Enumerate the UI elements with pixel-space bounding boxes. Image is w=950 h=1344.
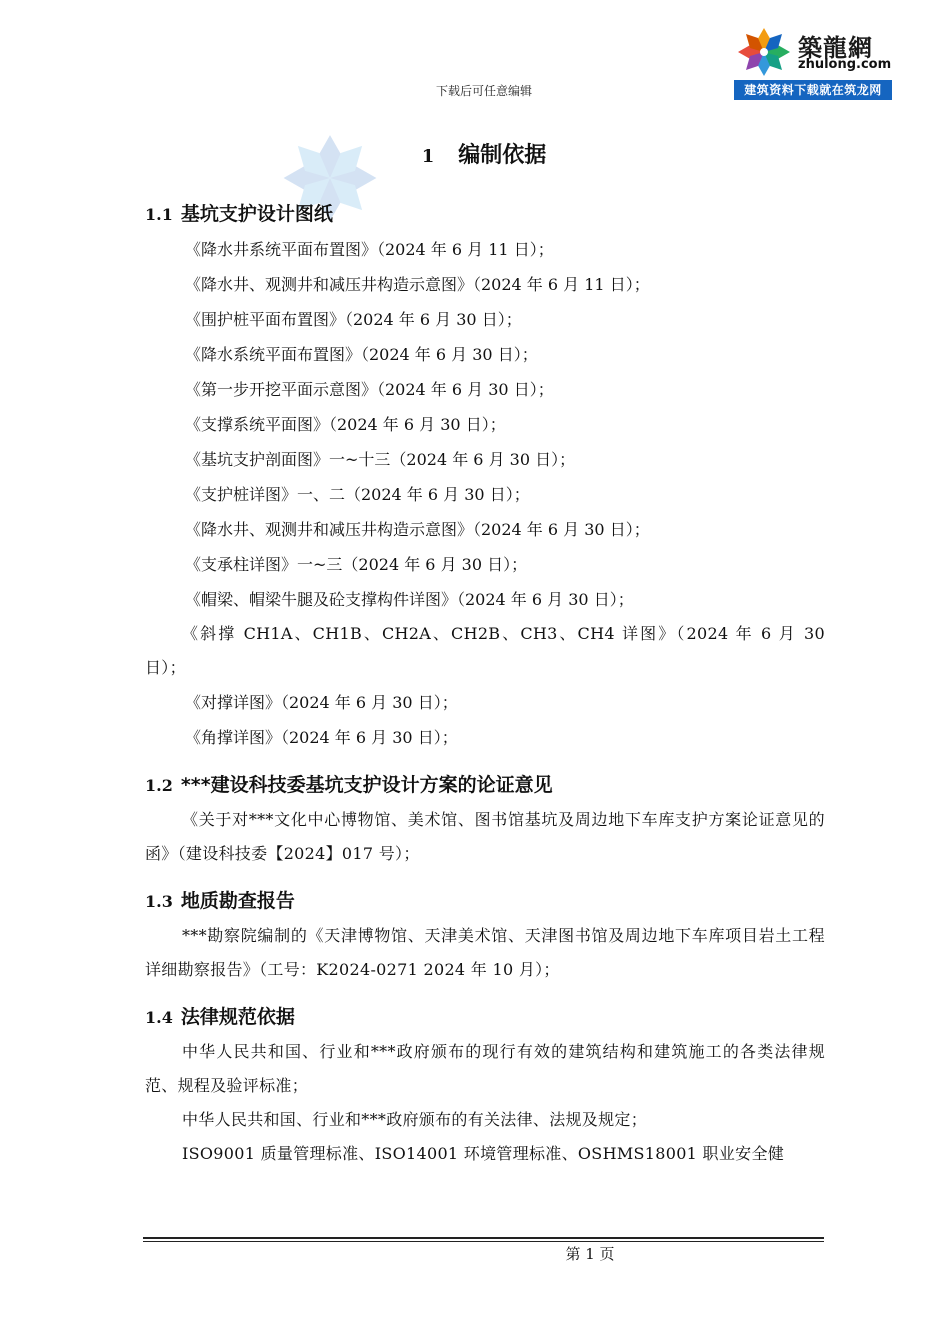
pinwheel-logo-icon bbox=[734, 24, 794, 80]
paragraph: 中华人民共和国、行业和***政府颁布的有关法律、法规及规定； bbox=[182, 1110, 648, 1129]
logo-slogan: 建筑资料下载就在筑龙网 bbox=[734, 80, 892, 100]
chapter-title-text: 编制依据 bbox=[458, 143, 547, 168]
document-body bbox=[145, 196, 825, 1171]
logo-brand: 築龍網 bbox=[798, 34, 873, 62]
list-item: 《角撑详图》（2024 年 6 月 30 日）； bbox=[185, 728, 458, 747]
list-item: 《支撑系统平面图》（2024 年 6 月 30 日）； bbox=[185, 415, 506, 434]
list-item: 《降水井、观测井和减压井构造示意图》（2024 年 6 月 11 日）； bbox=[185, 275, 650, 294]
page-number: 第 1 页 bbox=[565, 1245, 615, 1263]
zhulong-logo bbox=[734, 24, 892, 100]
list-item: 《支护桩详图》一、二（2024 年 6 月 30 日）； bbox=[185, 485, 530, 504]
list-item: 《基坑支护剖面图》一~十三（2024 年 6 月 30 日）； bbox=[185, 450, 576, 469]
list-item: 《第一步开挖平面示意图》（2024 年 6 月 30 日）； bbox=[185, 380, 554, 399]
list-item-wrapped: 《斜撑 CH1A、CH1B、CH2A、CH2B、CH3、CH4 详图》（2024 年 6 月 30 日）； bbox=[145, 624, 825, 677]
paragraph: 中华人民共和国、行业和***政府颁布的现行有效的建筑结构和建筑施工的各类法律规范、规程及验评标准； bbox=[145, 1042, 825, 1095]
list-item: 《降水井系统平面布置图》（2024 年 6 月 11 日）； bbox=[185, 240, 554, 259]
chapter-title bbox=[0, 138, 950, 169]
section-1-4 bbox=[145, 999, 825, 1171]
section-1-3 bbox=[145, 883, 825, 987]
paragraph: ***勘察院编制的《天津博物馆、天津美术馆、天津图书馆及周边地下车库项目岩土工程详细勘察报告》（工号：K2024-0271 2024 年 10 月）； bbox=[145, 926, 825, 979]
footer-rule bbox=[143, 1237, 824, 1239]
section-1-1 bbox=[145, 196, 825, 755]
section-heading: 1.2 ***建设科技委基坑支护设计方案的论证意见 bbox=[145, 774, 553, 796]
list-item: 《支承柱详图》一~三（2024 年 6 月 30 日）； bbox=[185, 555, 528, 574]
section-heading: 1.1 基坑支护设计图纸 bbox=[145, 203, 333, 225]
paragraph: ISO9001 质量管理标准、ISO14001 环境管理标准、OSHMS18001 职业安全健 bbox=[182, 1144, 785, 1163]
paragraph: 《关于对***文化中心博物馆、美术馆、图书馆基坑及周边地下车库支护方案论证意见的函》（建设科技委【2024】017 号）； bbox=[145, 810, 825, 863]
list-item: 《帽梁、帽梁牛腿及砼支撑构件详图》（2024 年 6 月 30 日）； bbox=[185, 590, 634, 609]
list-item: 《降水系统平面布置图》（2024 年 6 月 30 日）； bbox=[185, 345, 538, 364]
list-item: 《降水井、观测井和减压井构造示意图》（2024 年 6 月 30 日）； bbox=[185, 520, 650, 539]
list-item: 《对撑详图》（2024 年 6 月 30 日）； bbox=[185, 693, 458, 712]
logo-domain: zhulong.com bbox=[798, 57, 892, 72]
chapter-number: 1 bbox=[421, 146, 435, 167]
section-1-2 bbox=[145, 767, 825, 871]
list-item: 《围护桩平面布置图》（2024 年 6 月 30 日）； bbox=[185, 310, 522, 329]
section-heading: 1.3 地质勘查报告 bbox=[145, 890, 295, 912]
header-note: 下载后可任意编辑 bbox=[435, 84, 532, 98]
section-heading: 1.4 法律规范依据 bbox=[145, 1006, 295, 1028]
